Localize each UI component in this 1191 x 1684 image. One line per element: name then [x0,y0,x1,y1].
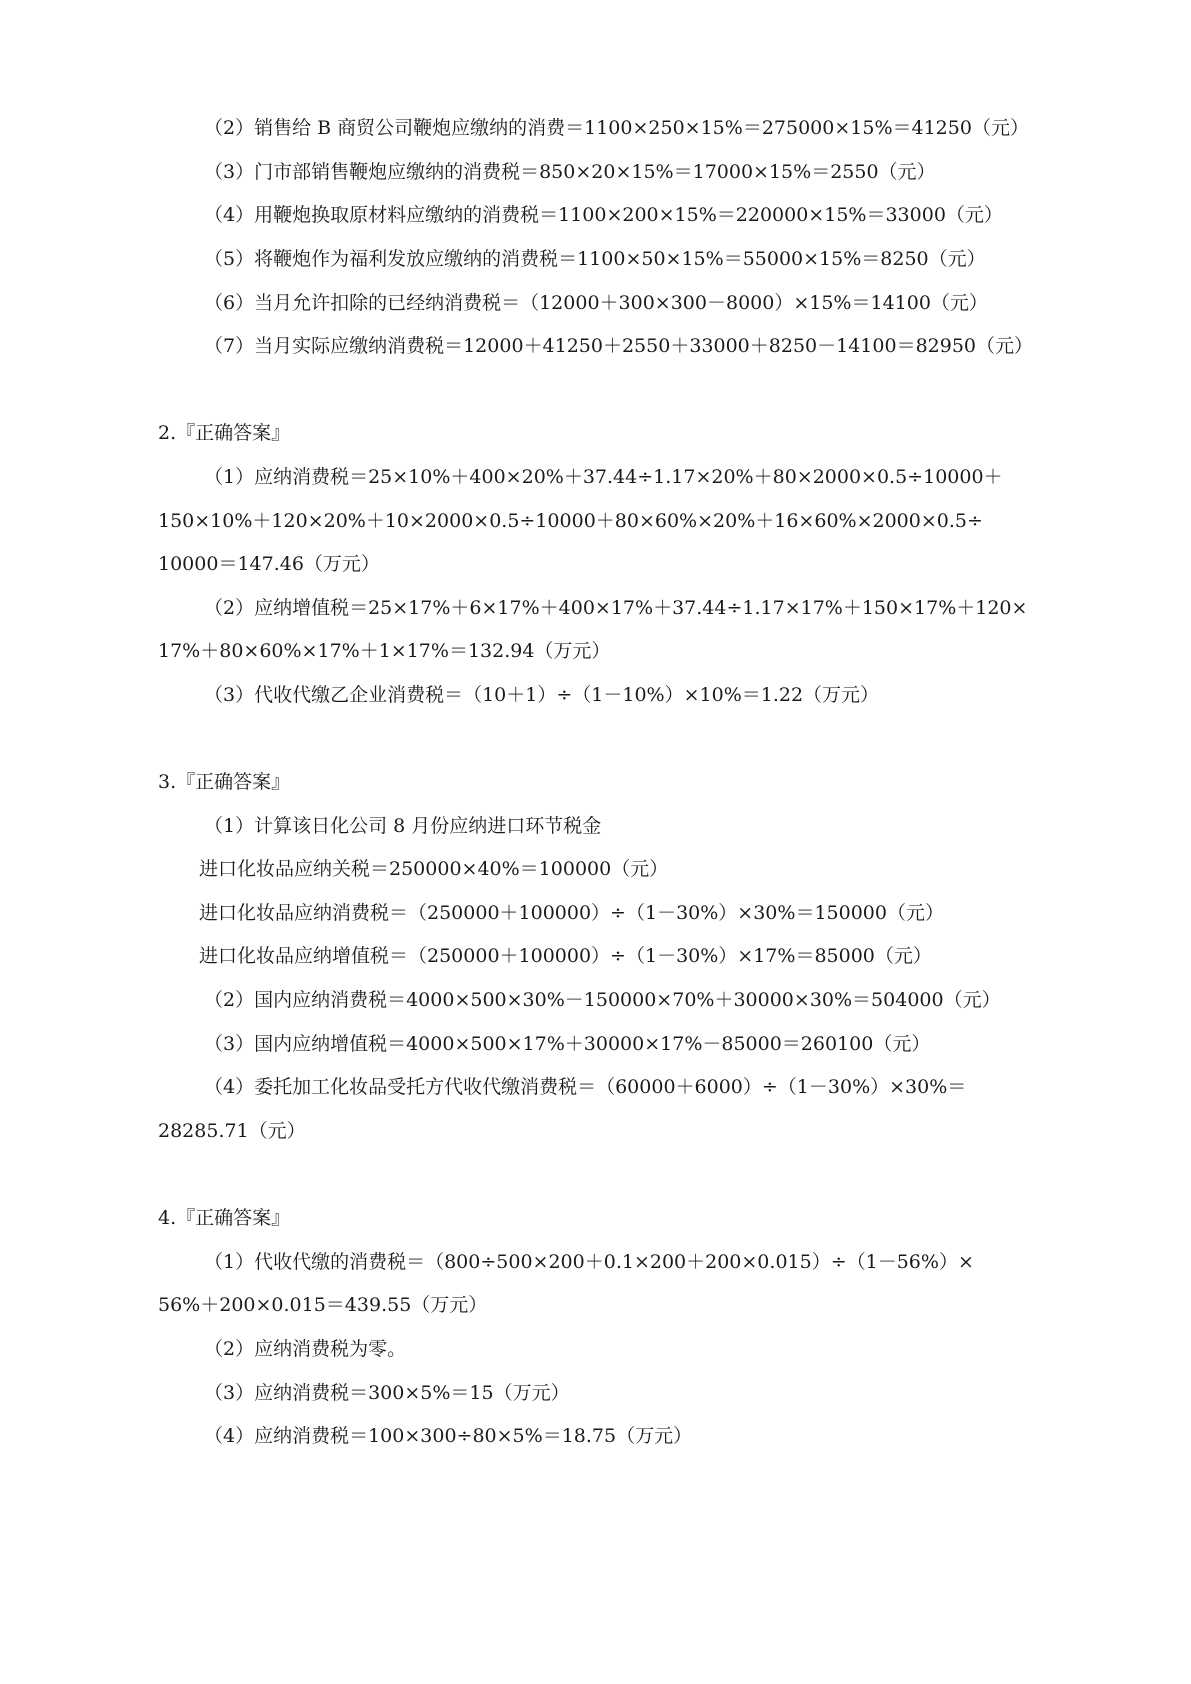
answer-line: （2）国内应纳消费税＝4000×500×30%－150000×70%＋30000×30%＝504000（元） [204,989,1001,1011]
answer-line: （1）代收代缴的消费税＝（800÷500×200＋0.1×200＋200×0.015）÷（1－56%）× [204,1251,974,1273]
answer-line: 进口化妆品应纳消费税＝（250000＋100000）÷（1－30%）×30%＝150000（元） [199,902,944,924]
answer-line: 进口化妆品应纳增值税＝（250000＋100000）÷（1－30%）×17%＝85000（元） [199,945,932,967]
answer-line: （4）用鞭炮换取原材料应缴纳的消费税＝1100×200×15%＝220000×15%＝33000（元） [204,204,1003,226]
answer-line: （1）计算该日化公司 8 月份应纳进口环节税金 [204,815,602,837]
answer-line: 150×10%＋120×20%＋10×2000×0.5÷10000＋80×60%×20%＋16×60%×2000×0.5÷ [158,510,983,532]
answer-line: （3）应纳消费税＝300×5%＝15（万元） [204,1382,570,1404]
answer-line: （2）应纳消费税为零。 [204,1338,407,1360]
section-heading: 2.『正确答案』 [158,422,291,444]
answer-line: （3）国内应纳增值税＝4000×500×17%＋30000×17%－85000＝260100（元） [204,1033,931,1055]
answer-line: （5）将鞭炮作为福利发放应缴纳的消费税＝1100×50×15%＝55000×15%＝8250（元） [204,248,986,270]
answer-line: （4）委托加工化妆品受托方代收代缴消费税＝（60000＋6000）÷（1－30%）×30%＝ [204,1076,967,1098]
answer-line: （6）当月允许扣除的已经纳消费税＝（12000＋300×300－8000）×15%＝14100（元） [204,292,988,314]
section-heading: 3.『正确答案』 [158,771,291,793]
answer-line: 28285.71（元） [158,1120,306,1142]
answer-line: 10000＝147.46（万元） [158,553,380,575]
answer-line: 进口化妆品应纳关税＝250000×40%＝100000（元） [199,858,669,880]
answer-line: （3）门市部销售鞭炮应缴纳的消费税＝850×20×15%＝17000×15%＝2550（元） [204,161,936,183]
answer-line: （2）销售给 B 商贸公司鞭炮应缴纳的消费＝1100×250×15%＝275000×15%＝41250（元） [204,117,1029,139]
answer-line: （4）应纳消费税＝100×300÷80×5%＝18.75（万元） [204,1425,693,1447]
answer-line: 17%＋80×60%×17%＋1×17%＝132.94（万元） [158,640,611,662]
answer-line: （3）代收代缴乙企业消费税＝（10＋1）÷（1－10%）×10%＝1.22（万元） [204,684,880,706]
answer-line: 56%＋200×0.015＝439.55（万元） [158,1294,488,1316]
answer-line: （2）应纳增值税＝25×17%＋6×17%＋400×17%＋37.44÷1.17×17%＋150×17%＋120× [204,597,1028,619]
section-heading: 4.『正确答案』 [158,1207,291,1229]
answer-line: （1）应纳消费税＝25×10%＋400×20%＋37.44÷1.17×20%＋80×2000×0.5÷10000＋ [204,466,1003,488]
answer-line: （7）当月实际应缴纳消费税＝12000＋41250＋2550＋33000＋8250－14100＝82950（元） [204,335,1034,357]
